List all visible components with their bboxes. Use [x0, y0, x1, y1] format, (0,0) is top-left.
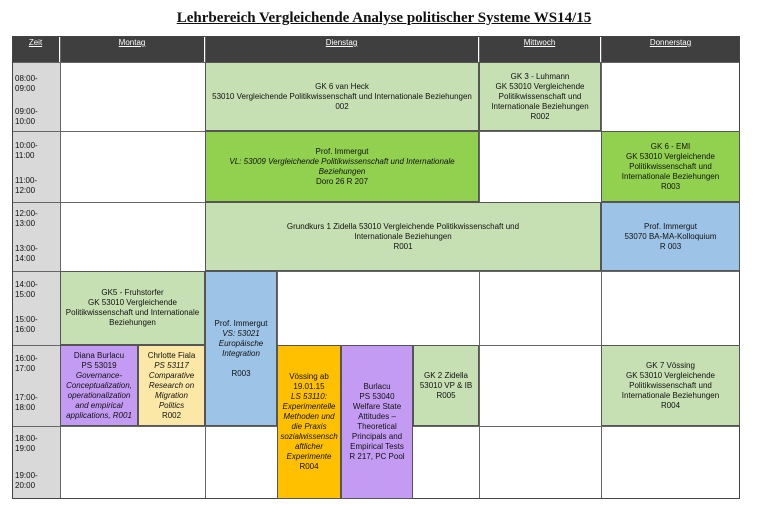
time-slot: 09:00- 10:00 — [15, 107, 38, 126]
time-slot: 12:00- 13:00 — [15, 209, 38, 228]
event-gk2-zidella[interactable]: GK 2 Zidella 53010 VP & IB R005 — [413, 345, 479, 426]
time-slot: 13:00- 14:00 — [15, 244, 38, 263]
event-vl-immergut[interactable]: Prof. Immergut VL: 53009 Vergleichende Politikwissenschaft und Internationale Beziehungen Doro 26 R 207 — [205, 131, 479, 202]
event-diana-burlacu[interactable]: Diana Burlacu PS 53019 Governance- Conceptualization, operationalization and empirical applications, R001 — [60, 345, 138, 426]
header-dienstag: Dienstag — [205, 36, 479, 62]
time-slot: 16:00- 17:00 — [15, 354, 38, 373]
header-montag: Montag — [60, 36, 205, 62]
col-divider — [60, 36, 61, 499]
event-voessing-ls[interactable]: Vössing ab 19.01.15 LS 53110: Experimentelle Methoden und die Praxis sozialwissensch aftlicher Experimente R004 — [277, 345, 341, 499]
event-kolloquium[interactable]: Prof. Immergut 53070 BA-MA-Kolloquium R 003 — [601, 202, 740, 271]
time-slot: 17:00- 18:00 — [15, 393, 38, 412]
event-grundkurs1-zidella[interactable]: Grundkurs 1 Zidella 53010 Vergleichende Politikwissenschaft und Internationale Beziehungen R001 — [205, 202, 601, 271]
time-slot: 15:00- 16:00 — [15, 315, 38, 334]
time-slot: 18:00- 19:00 — [15, 434, 38, 453]
time-slot: 19:00- 20:00 — [15, 471, 38, 490]
page-title: Lehrbereich Vergleichende Analyse politischer Systeme WS14/15 — [176, 10, 592, 26]
header-donnerstag: Donnerstag — [601, 36, 740, 62]
event-gk6-van-heck[interactable]: GK 6 van Heck 53010 Vergleichende Politikwissenschaft und Internationale Beziehungen 002 — [205, 62, 479, 131]
header-mittwoch: Mittwoch — [479, 36, 601, 62]
event-gk5-fruhstorfer[interactable]: GK5 - Fruhstorfer GK 53010 Vergleichende Politikwissenschaft und Internationale Beziehungen — [60, 271, 205, 345]
event-gk7-voessing[interactable]: GK 7 Vössing GK 53010 Vergleichende Politikwissenschaft und Internationale Beziehungen R004 — [601, 345, 740, 426]
header-time: Zeit — [12, 36, 60, 62]
time-slot: 10:00- 11:00 — [15, 141, 38, 160]
event-gk6-emi[interactable]: GK 6 - EMI GK 53010 Vergleichende Politikwissenschaft und Internationale Beziehungen R003 — [601, 131, 740, 202]
time-slot: 14:00- 15:00 — [15, 280, 38, 299]
event-burlacu-ps[interactable]: Burlacu PS 53040 Welfare State Attitudes – Theoretical Principals and Empirical Tests R 217, PC Pool — [341, 345, 413, 499]
event-vs-immergut[interactable]: Prof. Immergut VS: 53021 Europäische Integration R003 — [205, 271, 277, 426]
event-gk3-luhmann[interactable]: GK 3 - Luhmann GK 53010 Vergleichende Politikwissenschaft und Internationale Beziehungen R002 — [479, 62, 601, 131]
event-fiala[interactable]: Chrlotte Fiala PS 53117 Comparative Research on Migration Politics R002 — [138, 345, 205, 426]
time-slot: 11:00- 12:00 — [15, 176, 38, 195]
time-slot: 08:00- 09:00 — [15, 74, 38, 93]
